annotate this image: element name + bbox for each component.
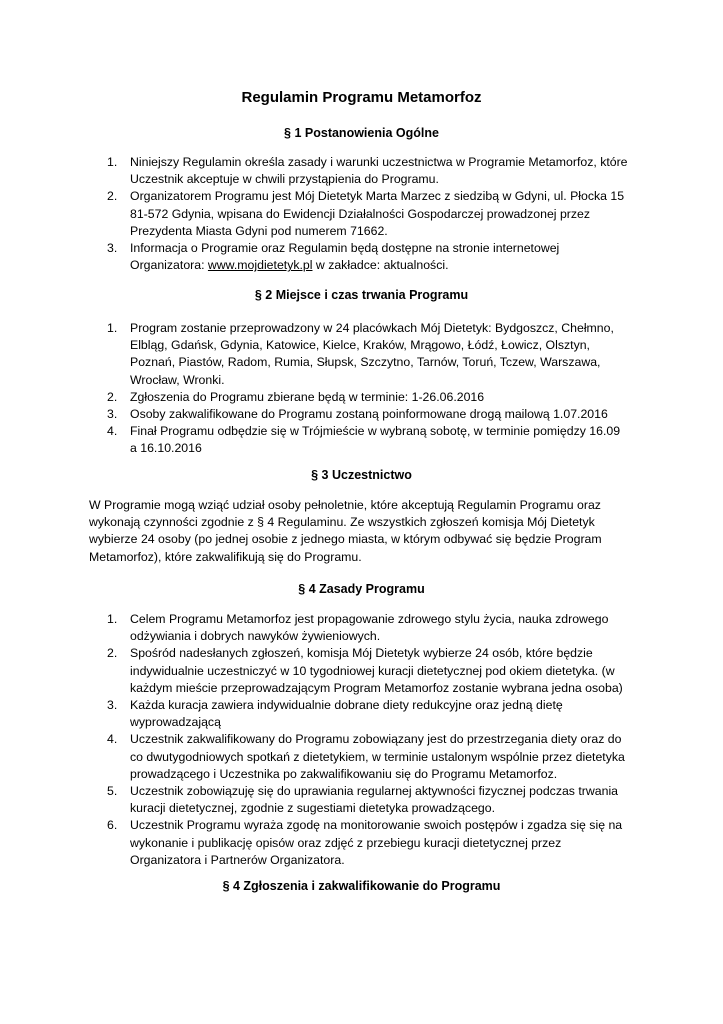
list-item-number: 1. [107, 321, 118, 335]
section-1-heading: § 1 Postanowienia Ogólne [284, 126, 439, 140]
list-item [0, 406, 630, 423]
list-item-text: Zgłoszenia do Programu zbierane będą w terminie: 1-26.06.2016 [130, 389, 485, 404]
list-item [0, 423, 630, 457]
list-item-number: 4. [107, 424, 118, 439]
list-item-number: 6. [107, 818, 118, 833]
list-item-text: Osoby zakwalifikowane do Programu zostaną poinformowane drogą mailową 1.07.2016 [130, 407, 608, 422]
section-2-list [0, 320, 723, 458]
list-item-text: Uczestnik zakwalifikowany do Programu zobowiązany jest do przestrzegania diety oraz do co dwutygodniowych spotkań z dietetykiem, w terminie ustalonym wspólnie przez dietetyka prowadzącego i Uczestnika po zakwalifikowaniu się do Programu Metamorfoz. [130, 732, 625, 781]
list-item [0, 240, 630, 274]
section-4-heading: § 4 Zasady Programu [298, 582, 425, 596]
list-item [0, 320, 630, 389]
section-3-paragraph: W Programie mogą wziąć udział osoby pełnoletnie, które akceptują Regulamin Programu oraz wykonają czynności zgodnie z § 4 Regulaminu. Ze wszystkich zgłoszeń komisja Mój Dietetyk wybierze 24 osoby (po jednej osobie z jednego miasta, w którym odbywać się będzie Program Metamorfoz), które zakwalifikują się do Programu. [89, 498, 602, 564]
list-item [0, 817, 630, 869]
document-title: Regulamin Programu Metamorfoz [241, 89, 482, 106]
list-item [0, 154, 630, 188]
list-item-number: 5. [107, 784, 118, 799]
list-item-text: Program zostanie przeprowadzony w 24 placówkach Mój Dietetyk: Bydgoszcz, Chełmno, Elbląg, Gdańsk, Gdynia, Katowice, Kielce, Kraków, Mrągowo, Łódź, Łowicz, Olsztyn, Poznań, Piastów, Radom, Rumia, Słupsk, Szczytno, Tarnów, Toruń, Tczew, Warszawa, Wrocław, Wronki. [130, 321, 614, 387]
list-item-text: Spośród nadesłanych zgłoszeń, komisja Mój Dietetyk wybierze 24 osób, które będzie indywidualnie uczestniczyć w 10 tygodniowej kuracji dietetycznej pod okiem dietetyka. (w każdym mieście przeprowadzającym Program Metamorfoz zostanie wybrana jedna osoba) [130, 646, 623, 695]
list-item-number: 1. [107, 612, 118, 626]
list-item [0, 611, 630, 645]
website-link[interactable]: www.mojdietetyk.pl [207, 258, 313, 273]
list-item-text-before-link: Informacja o Programie oraz Regulamin będą dostępne na stronie internetowej Organizatora: [130, 241, 560, 273]
list-item-text: Celem Programu Metamorfoz jest propagowanie zdrowego stylu życia, nauka zdrowego odżywiania i dobrych nawyków żywieniowych. [130, 612, 609, 644]
list-item-text: Uczestnik zobowiązuję się do uprawiania regularnej aktywności fizycznej podczas trwania kuracji dietetycznej, zgodnie z sugestiami dietetyka prowadzącego. [130, 784, 619, 816]
list-item-number: 3. [107, 241, 118, 256]
list-item-number: 2. [107, 646, 118, 661]
section-5-heading: § 4 Zgłoszenia i zakwalifikowanie do Programu [222, 879, 501, 893]
list-item-text: Każda kuracja zawiera indywidualnie dobrane diety redukcyjne oraz jedną dietę wyprowadzającą [130, 698, 563, 730]
list-item [0, 783, 630, 817]
list-item-text: Finał Programu odbędzie się w Trójmieście w wybraną sobotę, w terminie pomiędzy 16.09 a 16.10.2016 [130, 424, 621, 456]
list-item-number: 3. [107, 698, 118, 713]
list-item-text: Uczestnik Programu wyraża zgodę na monitorowanie swoich postępów i zgadza się się na wykonanie i publikację opisów oraz zdjęć z przebiegu kuracji dietetycznej przez Organizatora i Partnerów Organizatora. [130, 818, 623, 867]
list-item-text: Organizatorem Programu jest Mój Dietetyk Marta Marzec z siedzibą w Gdyni, ul. Płocka 15 81-572 Gdynia, wpisana do Ewidencji Działalności Gospodarczej prowadzonej przez Prezydenta Miasta Gdyni pod numerem 71662. [130, 189, 625, 238]
list-item-number: 4. [107, 732, 118, 747]
section-4-list [0, 611, 723, 869]
list-item-number: 2. [107, 189, 118, 204]
list-item-number: 3. [107, 407, 118, 422]
section-2-heading: § 2 Miejsce i czas trwania Programu [254, 288, 469, 302]
list-item [0, 697, 630, 731]
list-item [0, 645, 630, 697]
list-item-text-after-link: w zakładce: aktualności. [312, 258, 449, 273]
list-item-number: 2. [107, 389, 118, 404]
section-3-heading: § 3 Uczestnictwo [311, 468, 412, 482]
list-item-text: Niniejszy Regulamin określa zasady i warunki uczestnictwa w Programie Metamorfoz, które Uczestnik akceptuje w chwili przystąpienia do Programu. [130, 155, 628, 187]
list-item [0, 188, 630, 240]
list-item-number: 1. [107, 155, 118, 169]
list-item [0, 389, 630, 406]
list-item [0, 731, 630, 783]
section-1-list [0, 154, 723, 274]
